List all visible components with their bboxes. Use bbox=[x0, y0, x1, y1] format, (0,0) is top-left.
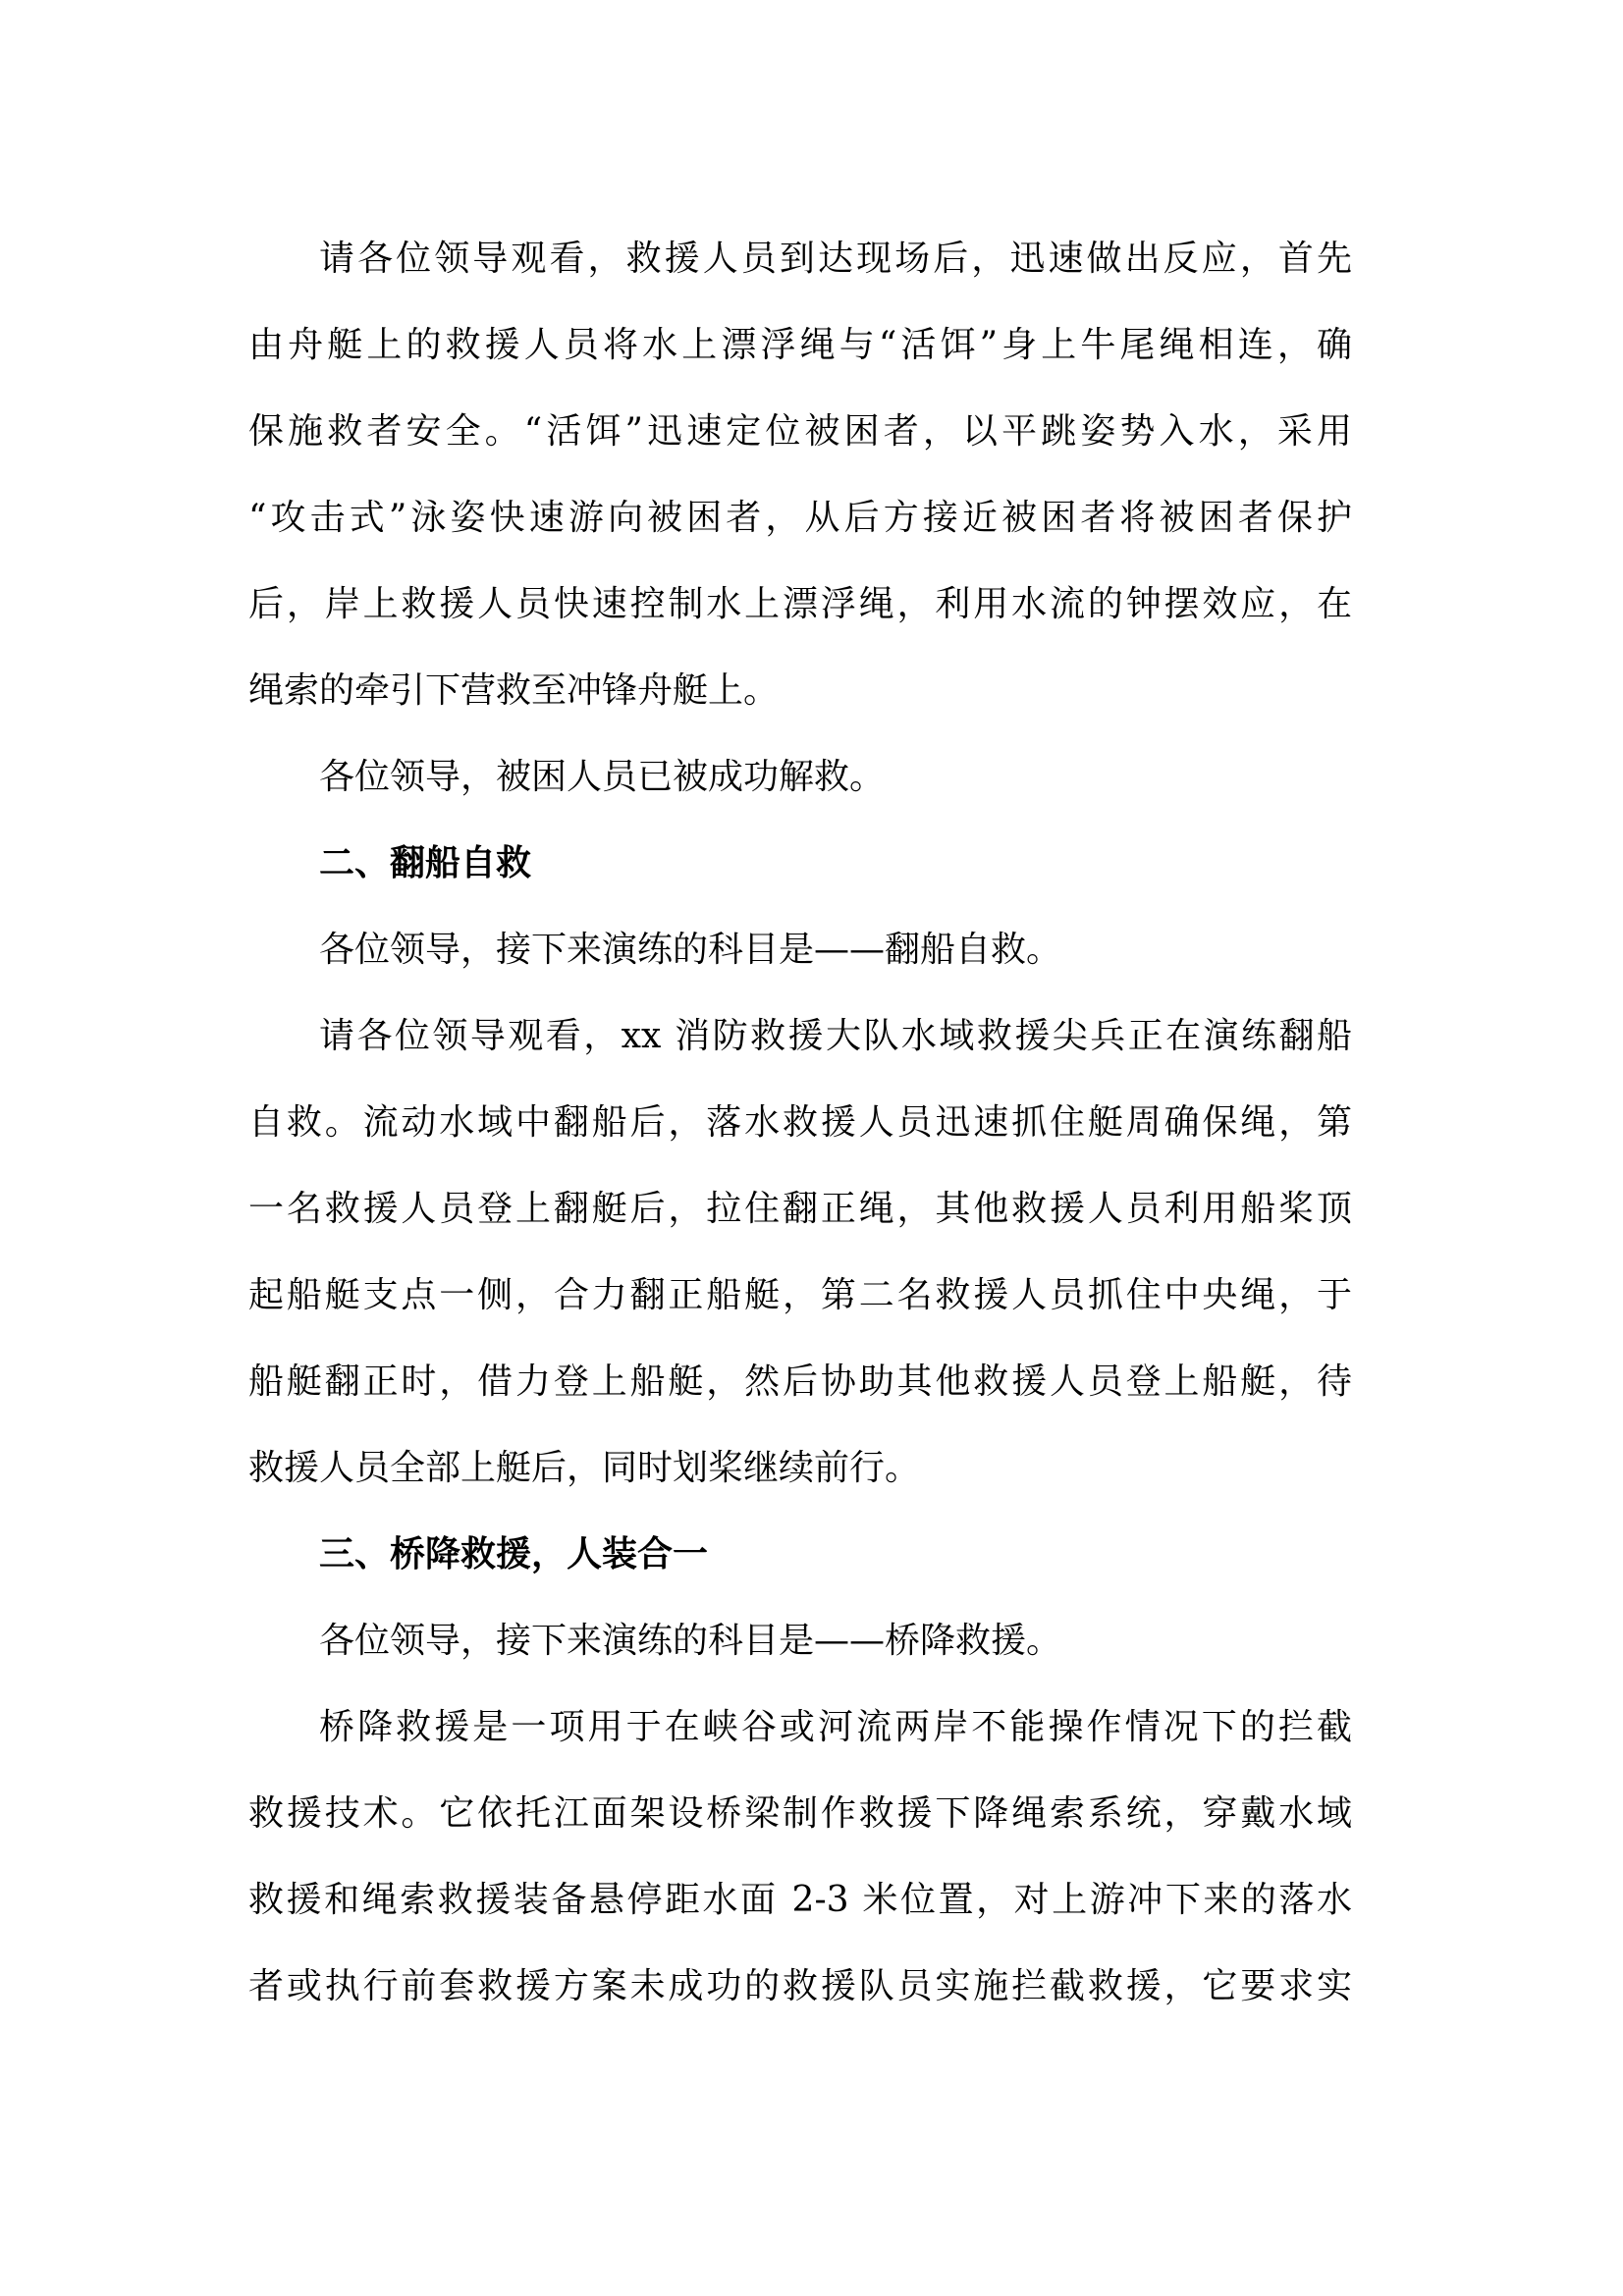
paragraph-line: 起船艇支点一侧，合力翻正船艇，第二名救援人员抓住中央绳，于 bbox=[248, 1275, 1352, 1315]
paragraph-line: “攻击式”泳姿快速游向被困者，从后方接近被困者将被困者保护 bbox=[248, 498, 1352, 538]
paragraph-line: 请各位领导观看，xx 消防救援大队水域救援尖兵正在演练翻船 bbox=[319, 1016, 1352, 1056]
document-body bbox=[248, 216, 1352, 2030]
paragraph-line: 救援技术。它依托江面架设桥梁制作救援下降绳索系统，穿戴水域 bbox=[248, 1793, 1352, 1834]
paragraph-line: 桥降救援是一项用于在峡谷或河流两岸不能操作情况下的拦截 bbox=[319, 1707, 1352, 1747]
paragraph-line: 一名救援人员登上翻艇后，拉住翻正绳，其他救援人员利用船桨顶 bbox=[248, 1189, 1352, 1229]
paragraph-line: 后，岸上救援人员快速控制水上漂浮绳，利用水流的钟摆效应，在 bbox=[248, 584, 1352, 624]
paragraph-line: 各位领导，接下来演练的科目是——翻船自救。 bbox=[319, 930, 1062, 970]
paragraph-line: 绳索的牵引下营救至冲锋舟艇上。 bbox=[248, 670, 780, 711]
paragraph-line: 自救。流动水域中翻船后，落水救援人员迅速抓住艇周确保绳，第 bbox=[248, 1102, 1352, 1143]
section-heading-2: 二、翻船自救 bbox=[319, 843, 532, 883]
paragraph-line: 保施救者安全。“活饵”迅速定位被困者，以平跳姿势入水，采用 bbox=[248, 411, 1352, 452]
paragraph-line: 请各位领导观看，救援人员到达现场后，迅速做出反应，首先 bbox=[319, 239, 1352, 279]
paragraph-line: 船艇翻正时，借力登上船艇，然后协助其他救援人员登上船艇，待 bbox=[248, 1362, 1352, 1402]
paragraph-line: 各位领导，被困人员已被成功解救。 bbox=[319, 757, 886, 797]
paragraph-line: 救援人员全部上艇后，同时划桨继续前行。 bbox=[248, 1448, 921, 1488]
section-heading-3: 三、桥降救援，人装合一 bbox=[319, 1534, 709, 1575]
paragraph-line: 各位领导，接下来演练的科目是——桥降救援。 bbox=[319, 1621, 1062, 1661]
paragraph-line: 者或执行前套救援方案未成功的救援队员实施拦截救援，它要求实 bbox=[248, 1966, 1352, 2006]
paragraph-line: 由舟艇上的救援人员将水上漂浮绳与“活饵”身上牛尾绳相连，确 bbox=[248, 325, 1352, 365]
paragraph-line: 救援和绳索救援装备悬停距水面 2-3 米位置，对上游冲下来的落水 bbox=[248, 1880, 1352, 1920]
